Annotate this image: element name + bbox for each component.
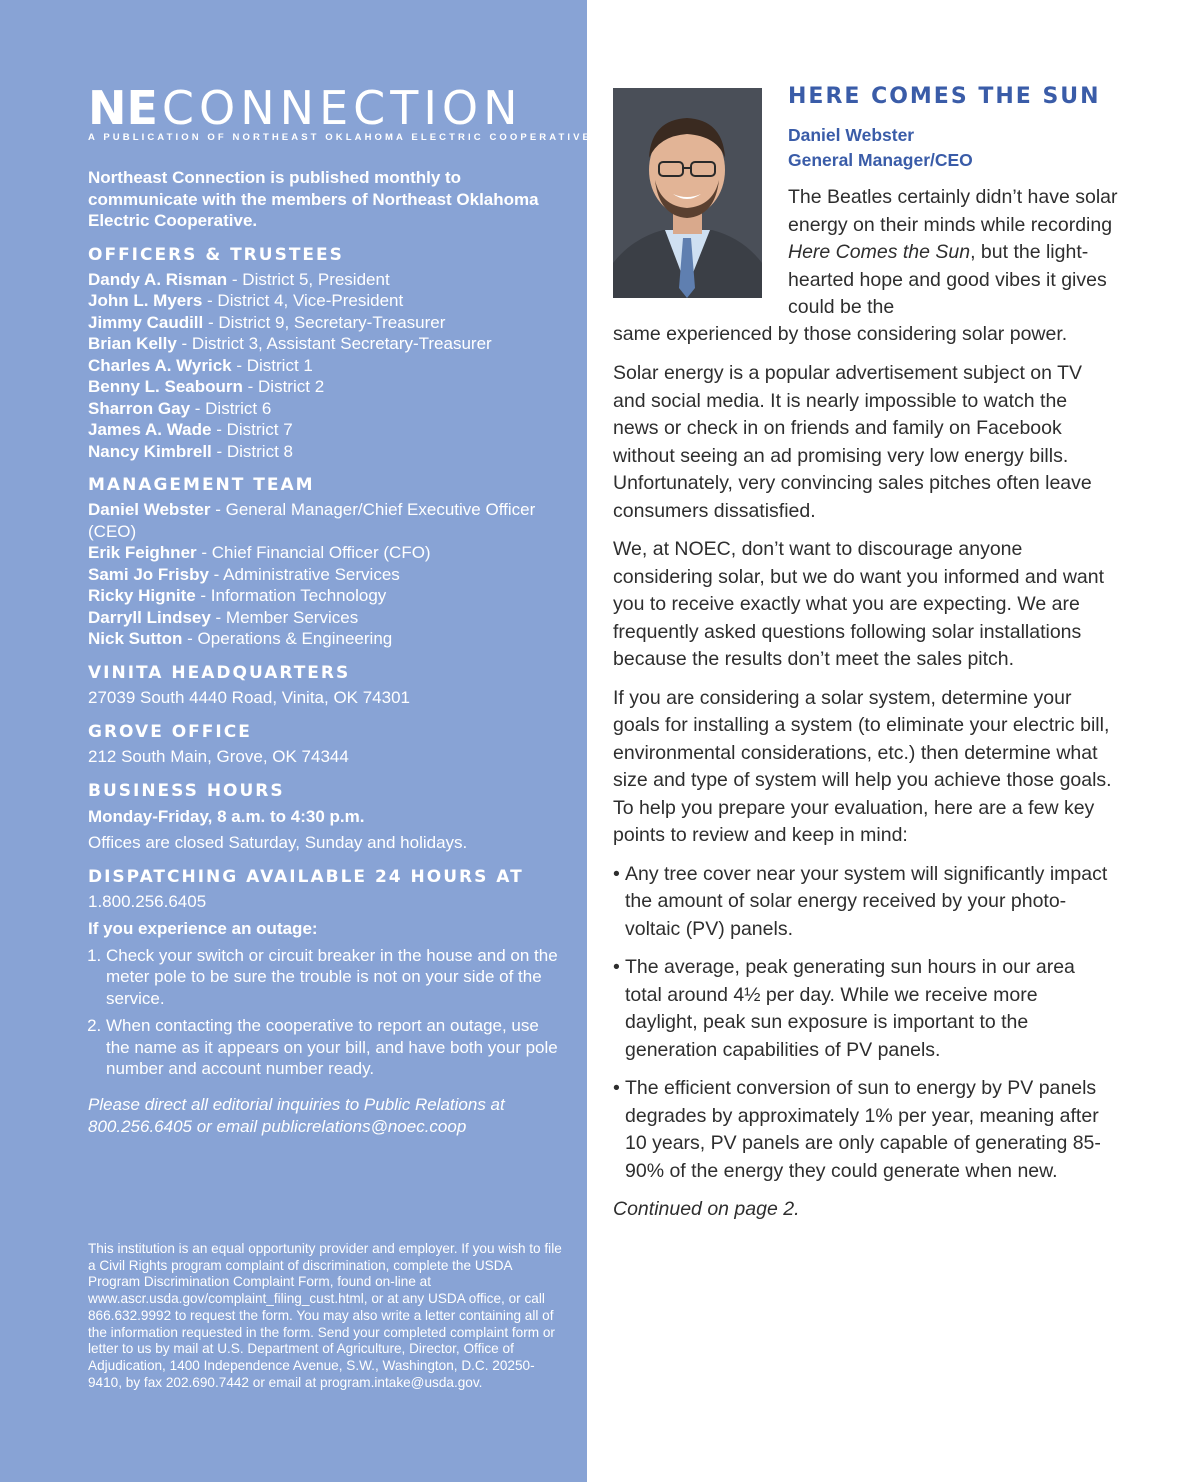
hq-address: 27039 South 4440 Road, Vinita, OK 74301 bbox=[88, 687, 410, 707]
article-paragraph: We, at NOEC, don’t want to discourage anyone considering solar, but we do want you informed and want you to receive exactly what you are expecting. We are frequently asked questions following solar installations because the results don’t meet the sales pitch. bbox=[613, 538, 1105, 670]
manager-role: - Administrative Services bbox=[208, 564, 400, 584]
officer-name: James A. Wade bbox=[88, 420, 212, 439]
manager-role: - General Manager/Chief Executive Officer (CEO) bbox=[88, 500, 536, 541]
key-point bbox=[613, 954, 1113, 1064]
manager-name: Daniel Webster bbox=[88, 500, 211, 519]
bullet-icon: • bbox=[613, 862, 620, 885]
logo-ne: NE bbox=[88, 81, 158, 135]
manager-item bbox=[88, 585, 563, 607]
sidebar-content bbox=[88, 81, 592, 1138]
officer-item bbox=[88, 333, 563, 355]
manager-name: Ricky Hignite bbox=[88, 586, 196, 605]
officer-name: Charles A. Wyrick bbox=[88, 355, 232, 375]
intro-text: Northeast Connection is published monthly to communicate with the members of Northeast Oklahoma Electric Cooperative. bbox=[88, 168, 539, 230]
grove-address: 212 South Main, Grove, OK 74344 bbox=[88, 746, 349, 766]
logo-connection: CONNECTION bbox=[161, 81, 523, 135]
bullet-icon: • bbox=[613, 956, 620, 978]
officers-heading: OFFICERS & TRUSTEES bbox=[88, 244, 344, 265]
outage-heading: If you experience an outage: bbox=[88, 918, 318, 938]
dispatch-phone: 1.800.256.6405 bbox=[88, 891, 207, 911]
manager-role: - Chief Financial Officer (CFO) bbox=[196, 543, 431, 562]
officer-item bbox=[88, 376, 563, 398]
editorial-note: Please direct all editorial inquiries to Public Relations at 800.256.6405 or email publicrelations@noec.coop bbox=[88, 1094, 505, 1136]
hours-heading: BUSINESS HOURS bbox=[88, 780, 285, 801]
officer-role: - District 3, Assistant Secretary-Treasurer bbox=[176, 334, 492, 353]
management-heading: MANAGEMENT TEAM bbox=[88, 475, 315, 495]
officer-item bbox=[88, 355, 563, 377]
key-point bbox=[613, 1075, 1113, 1185]
officer-name: Sharron Gay bbox=[88, 398, 191, 418]
dispatch-heading: DISPATCHING AVAILABLE 24 HOURS AT bbox=[88, 866, 524, 887]
officer-role: - District 1 bbox=[231, 355, 313, 375]
officer-name: John L. Myers bbox=[88, 291, 203, 310]
officer-role: - District 2 bbox=[242, 377, 325, 396]
lead-text-start: The Beatles certainly didn’t have solar energy on their minds while recording bbox=[788, 186, 1118, 236]
officer-role: - District 6 bbox=[190, 398, 272, 418]
manager-role: - Information Technology bbox=[195, 586, 387, 605]
author-title: General Manager/CEO bbox=[788, 150, 973, 170]
officer-name: Jimmy Caudill bbox=[88, 312, 204, 332]
masthead-logo bbox=[88, 81, 592, 143]
officer-role: - District 5, President bbox=[227, 269, 390, 289]
manager-item bbox=[88, 499, 563, 542]
officer-name: Brian Kelly bbox=[88, 334, 177, 353]
key-points bbox=[613, 861, 1113, 1186]
manager-name: Erik Feighner bbox=[88, 543, 197, 562]
officer-item bbox=[88, 419, 563, 441]
lead-paragraph-tail: same experienced by those considering solar power. bbox=[613, 323, 1068, 345]
closed-notice: Offices are closed Saturday, Sunday and holidays. bbox=[88, 832, 468, 852]
officer-item bbox=[88, 312, 563, 334]
officer-name: Nancy Kimbrell bbox=[88, 441, 212, 461]
officer-item bbox=[88, 398, 563, 420]
outage-steps bbox=[88, 945, 563, 1080]
manager-role: - Operations & Engineering bbox=[182, 629, 393, 648]
article-paragraph: Solar energy is a popular advertisement subject on TV and social media. It is nearly impossible to watch the news or check in on friends and family on Facebook without seeing an ad promising very low energy bills. Unfortunately, very convincing sales pitches often leave consumers dissatisfied. bbox=[613, 362, 1092, 522]
author-photo bbox=[613, 88, 762, 298]
manager-name: Darryll Lindsey bbox=[88, 607, 211, 627]
officer-name: Dandy A. Risman bbox=[88, 269, 228, 289]
hq-heading: VINITA HEADQUARTERS bbox=[88, 662, 351, 683]
officer-role: - District 8 bbox=[211, 441, 293, 461]
lead-text-end: , but the light-hearted hope and good vibes it gives could be the bbox=[788, 241, 1107, 318]
business-hours: Monday-Friday, 8 a.m. to 4:30 p.m. bbox=[88, 806, 365, 826]
officer-item bbox=[88, 441, 563, 463]
article-body bbox=[613, 360, 1113, 1224]
manager-item bbox=[88, 628, 563, 650]
manager-name: Nick Sutton bbox=[88, 629, 183, 648]
officer-role: - District 9, Secretary-Treasurer bbox=[203, 312, 446, 332]
sidebar bbox=[0, 0, 592, 1482]
author-name: Daniel Webster bbox=[788, 125, 915, 145]
usda-disclaimer: This institution is an equal opportunity provider and employer. If you wish to file a Civil Rights program complaint of discrimination, complete the USDA Program Discrimination Complaint Form, found on-line at www.ascr.usda.gov/complaint_filing_cust.html, or at any USDA office, or call 866.632.9992 to request the form. You may also write a letter containing all of the information requested in the form. Send your completed complaint form or letter to us by mail at U.S. Department of Agriculture, Director, Office of Adjudication, 1400 Independence Avenue, S.W., Washington, D.C. 20250-9410, by fax 202.690.7442 or email at program.intake@usda.gov. bbox=[88, 1241, 562, 1390]
lead-paragraph bbox=[788, 184, 1118, 322]
outage-step: 2. When contacting the cooperative to report an outage, use the name as it appears on your bill, and have both your pole number and account number ready. bbox=[106, 1015, 563, 1080]
portrait-illustration bbox=[613, 88, 762, 298]
manager-name: Sami Jo Frisby bbox=[88, 564, 209, 584]
manager-item bbox=[88, 607, 563, 629]
article-paragraph: If you are considering a solar system, determine your goals for installing a system (to eliminate your electric bill, environmental considerations, etc.) then determine what size and type of system will help you achieve those goals. To help you prepare your evaluation, here are a few key points to review and keep in mind: bbox=[613, 686, 1112, 846]
officer-item bbox=[88, 269, 563, 291]
officer-role: - District 4, Vice-President bbox=[202, 291, 404, 310]
bullet-icon: • bbox=[613, 1077, 620, 1099]
manager-item bbox=[88, 564, 563, 586]
key-point-text: The average, peak generating sun hours in our area total around 4½ per day. While we receive more daylight, peak sun exposure is important to the generation capabilities of PV panels. bbox=[625, 956, 1075, 1061]
article-headline: HERE COMES THE SUN bbox=[788, 84, 1101, 109]
key-point bbox=[613, 861, 1113, 944]
manager-role: - Member Services bbox=[210, 607, 359, 627]
byline bbox=[788, 123, 973, 173]
grove-heading: GROVE OFFICE bbox=[88, 721, 252, 742]
officers-list bbox=[88, 269, 563, 463]
song-title: Here Comes the Sun bbox=[788, 241, 971, 263]
outage-step: 1. Check your switch or circuit breaker in the house and on the meter pole to be sure the trouble is not on your side of the service. bbox=[106, 945, 563, 1010]
officer-item bbox=[88, 290, 563, 312]
logo-subtitle: A PUBLICATION OF NORTHEAST OKLAHOMA ELECTRIC COOPERATIVE bbox=[88, 132, 592, 143]
key-point-text: Any tree cover near your system will significantly impact the amount of solar energy received by your photo-voltaic (PV) panels. bbox=[625, 862, 1108, 940]
officer-role: - District 7 bbox=[211, 420, 293, 439]
manager-item bbox=[88, 542, 563, 564]
continued-note: Continued on page 2. bbox=[613, 1198, 800, 1220]
officer-name: Benny L. Seabourn bbox=[88, 377, 243, 396]
logo-wordmark bbox=[88, 81, 563, 135]
key-point-text: The efficient conversion of sun to energy by PV panels degrades by approximately 1% per year, meaning after 10 years, PV panels are only capable of generating 85-90% of the energy they could generate when new. bbox=[625, 1077, 1101, 1182]
management-list bbox=[88, 499, 563, 650]
